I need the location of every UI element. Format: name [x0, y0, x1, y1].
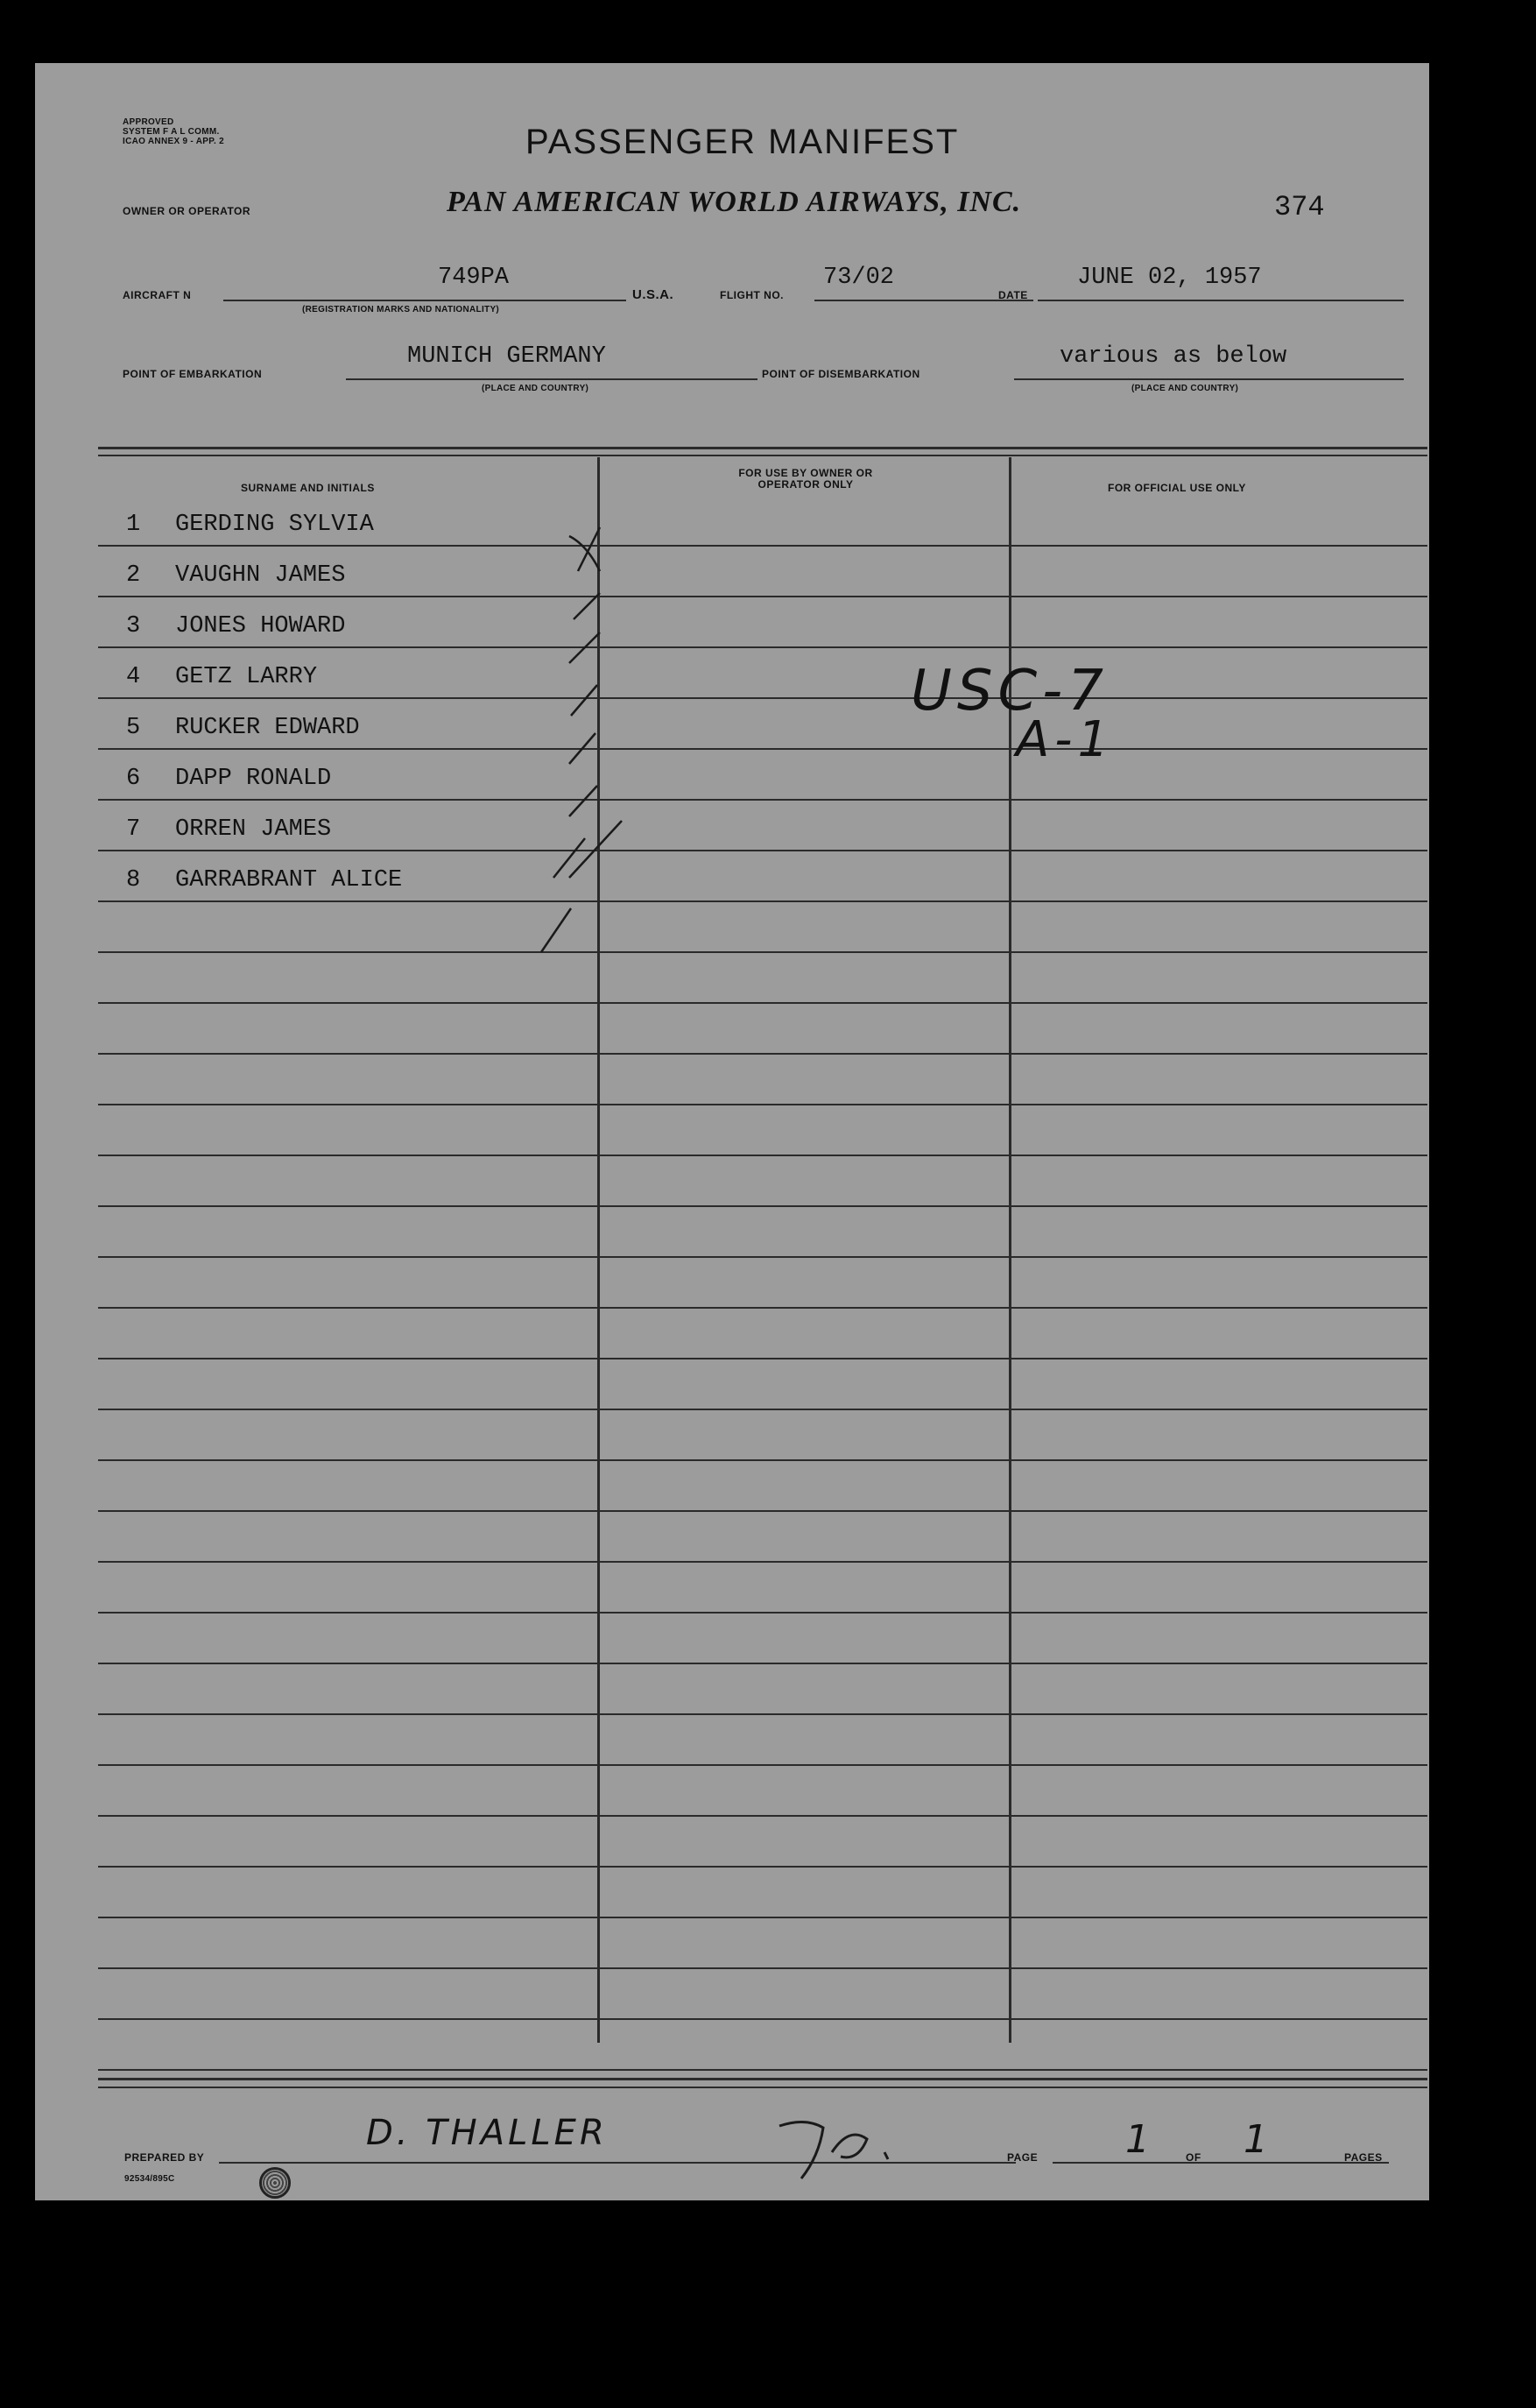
of-label: OF [1186, 2151, 1201, 2164]
row-rule [98, 2069, 1427, 2071]
disembarkation-label: POINT OF DISEMBARKATION [762, 368, 920, 380]
column-header-operator: FOR USE BY OWNER OR OPERATOR ONLY [738, 467, 873, 491]
aircraft-label: AIRCRAFT N [123, 289, 192, 301]
row-rule [98, 1205, 1427, 1207]
row-rule [98, 1409, 1427, 1410]
passenger-name: GETZ LARRY [175, 664, 318, 690]
date-underline [1038, 300, 1404, 301]
row-rule [98, 1002, 1427, 1004]
handwritten-initials [771, 2108, 911, 2187]
page-reference-number: 374 [1274, 191, 1325, 223]
row-rule [98, 748, 1427, 750]
row-rule [98, 1764, 1427, 1766]
of-value: 1 [1244, 2117, 1268, 2162]
aircraft-sublabel: (REGISTRATION MARKS AND NATIONALITY) [302, 305, 500, 314]
table-bottom-rule-2 [98, 2087, 1427, 2088]
column-header-surname: SURNAME AND INITIALS [241, 482, 375, 494]
row-rule [98, 1358, 1427, 1359]
operator-value: PAN AMERICAN WORLD AIRWAYS, INC. [447, 186, 1022, 218]
row-rule [98, 1815, 1427, 1817]
disembarkation-underline [1014, 378, 1404, 380]
row-number: 5 [126, 715, 141, 741]
row-rule [98, 1155, 1427, 1156]
passenger-name: GERDING SYLVIA [175, 512, 374, 538]
form-code: 92534/895C [124, 2174, 175, 2184]
column-header-official: FOR OFFICIAL USE ONLY [1108, 482, 1246, 494]
row-rule [98, 900, 1427, 902]
row-rule [98, 850, 1427, 851]
row-rule [98, 545, 1427, 547]
row-rule [98, 1510, 1427, 1512]
prepared-by-label: PREPARED BY [124, 2151, 205, 2164]
row-rule [98, 1256, 1427, 1258]
row-number: 7 [126, 816, 141, 843]
embarkation-underline [346, 378, 757, 380]
pages-label: PAGES [1344, 2151, 1383, 2164]
row-rule [98, 1866, 1427, 1868]
flight-label: FLIGHT NO. [720, 289, 784, 301]
row-number: 1 [126, 512, 141, 538]
handwritten-check-marks [517, 510, 631, 983]
row-rule [98, 596, 1427, 597]
aircraft-value: 749PA [438, 265, 510, 291]
row-rule [98, 1612, 1427, 1614]
row-rule [98, 1104, 1427, 1105]
row-rule [98, 1713, 1427, 1715]
row-rule [98, 1053, 1427, 1055]
country-label: U.S.A. [632, 287, 674, 302]
row-rule [98, 951, 1427, 953]
official-note-line-1: USC-7 [911, 659, 1109, 724]
passenger-name: RUCKER EDWARD [175, 715, 360, 741]
table-top-rule [98, 447, 1427, 449]
row-number: 8 [126, 867, 141, 893]
row-rule [98, 1307, 1427, 1309]
date-label: DATE [998, 289, 1028, 301]
page-label: PAGE [1007, 2151, 1039, 2164]
row-rule [98, 2018, 1427, 2020]
row-number: 3 [126, 613, 141, 639]
row-number: 4 [126, 664, 141, 690]
disembarkation-value: various as below [1060, 343, 1287, 370]
embarkation-value: MUNICH GERMANY [407, 343, 606, 370]
approval-block [123, 117, 224, 146]
page-value: 1 [1125, 2117, 1150, 2162]
disembarkation-sublabel: (PLACE AND COUNTRY) [1131, 384, 1239, 393]
embarkation-sublabel: (PLACE AND COUNTRY) [482, 384, 589, 393]
row-rule [98, 1561, 1427, 1563]
row-rule [98, 1917, 1427, 1918]
row-rule [98, 1459, 1427, 1461]
date-value: JUNE 02, 1957 [1077, 265, 1262, 291]
passenger-name: ORREN JAMES [175, 816, 332, 843]
passenger-name: GARRABRANT ALICE [175, 867, 403, 893]
row-rule [98, 1967, 1427, 1969]
row-rule [98, 1663, 1427, 1664]
page-title: PASSENGER MANIFEST [525, 123, 960, 161]
official-note-line-2: A-1 [1016, 711, 1115, 768]
flight-value: 73/02 [823, 265, 895, 291]
table-top-rule-2 [98, 455, 1427, 456]
embarkation-label: POINT OF EMBARKATION [123, 368, 263, 380]
row-number: 6 [126, 766, 141, 792]
prepared-by-signature: D. THALLER [366, 2113, 608, 2153]
passenger-name: DAPP RONALD [175, 766, 332, 792]
approval-line-1: APPROVED [123, 117, 174, 127]
table-bottom-rule [98, 2078, 1427, 2080]
row-rule [98, 646, 1427, 648]
manifest-sheet [35, 63, 1429, 2200]
operator-label: OWNER OR OPERATOR [123, 205, 251, 217]
row-number: 2 [126, 562, 141, 589]
approval-line-3: ICAO ANNEX 9 - APP. 2 [123, 137, 224, 146]
printer-seal-icon [259, 2167, 291, 2199]
aircraft-underline [223, 300, 626, 301]
approval-line-2: SYSTEM F A L COMM. [123, 127, 220, 137]
row-rule [98, 799, 1427, 801]
passenger-name: JONES HOWARD [175, 613, 346, 639]
passenger-name: VAUGHN JAMES [175, 562, 346, 589]
row-rule [98, 697, 1427, 699]
